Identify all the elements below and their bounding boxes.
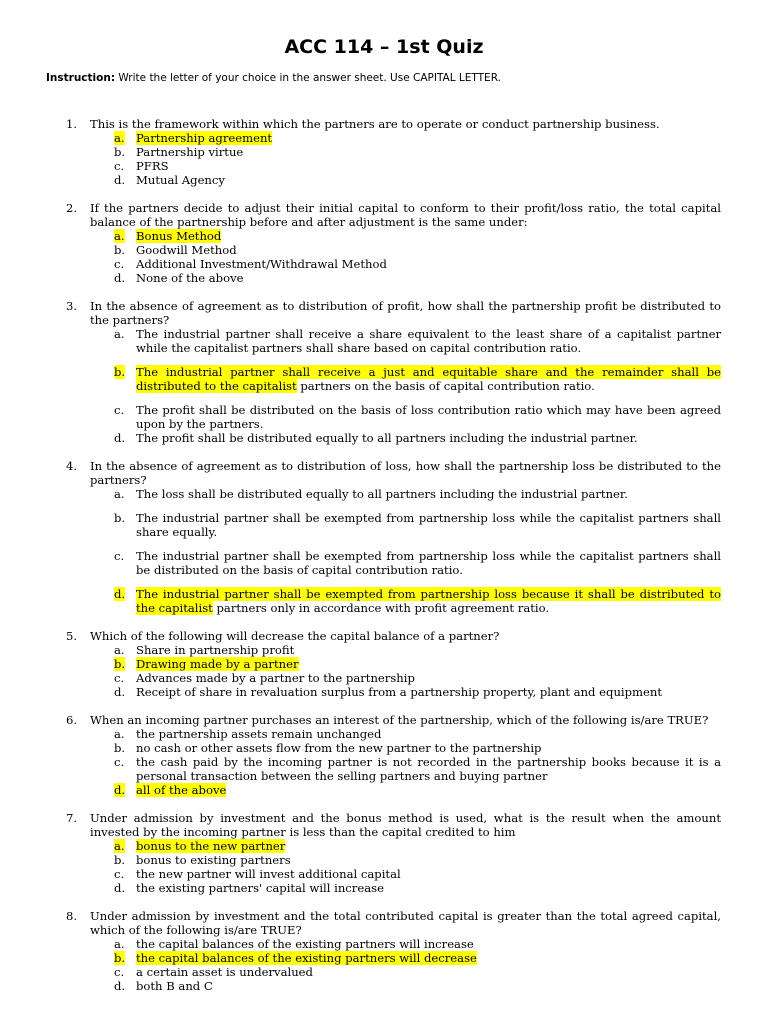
- answer-option: [90, 243, 721, 257]
- option-text: Partnership virtue: [136, 145, 244, 159]
- option-text: the capital balances of the existing partners will increase: [136, 937, 474, 951]
- answer-option: [90, 937, 721, 951]
- option-text: no cash or other assets flow from the new partner to the partnership: [136, 741, 542, 755]
- option-letter: d.: [114, 783, 126, 797]
- option-text: Mutual Agency: [136, 173, 225, 187]
- option-letter: c.: [114, 671, 125, 685]
- answer-option: [90, 657, 721, 671]
- highlighted-answer: Drawing made by a partner: [136, 657, 299, 671]
- option-text: the existing partners' capital will increase: [136, 881, 384, 895]
- option-letter: a.: [114, 727, 125, 741]
- option-text: Additional Investment/Withdrawal Method: [136, 257, 387, 271]
- option-text: partners on the basis of capital contribution ratio.: [296, 379, 595, 393]
- option-text: None of the above: [136, 271, 244, 285]
- option-text: the cash paid by the incoming partner is not recorded in the partnership books because it is a personal transaction between the selling partners and buying partner: [136, 755, 721, 783]
- option-letter: d.: [114, 881, 126, 895]
- option-letter: d.: [114, 431, 126, 445]
- option-text: both B and C: [136, 979, 213, 993]
- question-list: [66, 117, 721, 1007]
- answer-option: [90, 881, 721, 895]
- question-1: [66, 117, 721, 187]
- option-letter: a.: [114, 131, 125, 145]
- option-text: The loss shall be distributed equally to all partners including the industrial partner.: [136, 487, 628, 501]
- highlighted-answer: bonus to the new partner: [136, 839, 286, 853]
- option-text: the partnership assets remain unchanged: [136, 727, 382, 741]
- option-letter: a.: [114, 229, 125, 243]
- option-letter: b.: [114, 145, 126, 159]
- option-text: Goodwill Method: [136, 243, 237, 257]
- answer-option: [90, 979, 721, 993]
- option-text: PFRS: [136, 159, 169, 173]
- question-number: 7.: [66, 811, 78, 825]
- question-text: When an incoming partner purchases an interest of the partnership, which of the following is/are TRUE?: [90, 713, 709, 727]
- question-number: 5.: [66, 629, 78, 643]
- page-title: ACC 114 – 1st Quiz: [284, 36, 484, 58]
- option-text: bonus to existing partners: [136, 853, 291, 867]
- highlighted-answer: Partnership agreement: [136, 131, 273, 145]
- option-letter: d.: [114, 685, 126, 699]
- option-letter: c.: [114, 257, 125, 271]
- question-text: Under admission by investment and the total contributed capital is greater than the total agreed capital, which of the following is/are TRUE?: [90, 909, 721, 937]
- question-2: [66, 201, 721, 285]
- answer-option: [90, 549, 721, 577]
- question-number: 3.: [66, 299, 78, 313]
- answer-option: [90, 257, 721, 271]
- highlighted-answer: Bonus Method: [136, 229, 222, 243]
- option-text: a certain asset is undervalued: [136, 965, 313, 979]
- option-text: partners only in accordance with profit agreement ratio.: [212, 601, 550, 615]
- option-text: Receipt of share in revaluation surplus from a partnership property, plant and equipment: [136, 685, 663, 699]
- question-number: 1.: [66, 117, 78, 131]
- option-letter: c.: [114, 549, 125, 563]
- instruction-label: Instruction:: [46, 72, 116, 84]
- answer-option: [90, 741, 721, 755]
- option-letter: a.: [114, 937, 125, 951]
- answer-option: [90, 229, 721, 243]
- option-text: The profit shall be distributed equally to all partners including the industrial partner.: [136, 431, 638, 445]
- option-letter: d.: [114, 271, 126, 285]
- answer-option: [90, 431, 721, 445]
- question-5: [66, 629, 721, 699]
- answer-option: [90, 365, 721, 393]
- option-letter: a.: [114, 839, 125, 853]
- answer-option: [90, 671, 721, 685]
- highlighted-answer: the capital balances of the existing partners will decrease: [136, 951, 477, 965]
- answer-option: [90, 727, 721, 741]
- option-letter: d.: [114, 979, 126, 993]
- answer-option: [90, 159, 721, 173]
- option-text: the new partner will invest additional capital: [136, 867, 401, 881]
- question-6: [66, 713, 721, 797]
- answer-option: [90, 783, 721, 797]
- answer-option: [90, 173, 721, 187]
- answer-option: [90, 403, 721, 431]
- question-4: [66, 459, 721, 615]
- answer-option: [90, 951, 721, 965]
- answer-option: [90, 685, 721, 699]
- option-text: The industrial partner shall be exempted from partnership loss while the capitalist partners shall be distributed on the basis of capital contribution ratio.: [136, 549, 721, 577]
- answer-option: [90, 487, 721, 501]
- answer-option: [90, 511, 721, 539]
- answer-option: [90, 327, 721, 355]
- instruction: [46, 72, 501, 84]
- question-3: [66, 299, 721, 445]
- option-letter: d.: [114, 587, 126, 601]
- answer-option: [90, 755, 721, 783]
- option-text: The profit shall be distributed on the basis of loss contribution ratio which may have been agreed upon by the partners.: [136, 403, 721, 431]
- question-7: [66, 811, 721, 895]
- question-number: 4.: [66, 459, 78, 473]
- option-text: Share in partnership profit: [136, 643, 295, 657]
- option-text: The industrial partner shall receive a share equivalent to the least share of a capitalist partner while the capitalist partners shall share based on capital contribution ratio.: [136, 327, 721, 355]
- instruction-text: Write the letter of your choice in the answer sheet. Use CAPITAL LETTER.: [115, 72, 501, 84]
- option-letter: d.: [114, 173, 126, 187]
- option-text: Advances made by a partner to the partnership: [136, 671, 415, 685]
- question-text: In the absence of agreement as to distribution of profit, how shall the partnership profit be distributed to the partners?: [90, 299, 721, 327]
- option-letter: c.: [114, 755, 125, 769]
- question-8: [66, 909, 721, 993]
- question-number: 2.: [66, 201, 78, 215]
- option-letter: b.: [114, 951, 126, 965]
- answer-option: [90, 271, 721, 285]
- option-letter: b.: [114, 741, 126, 755]
- question-text: In the absence of agreement as to distribution of loss, how shall the partnership loss be distributed to the partners?: [90, 459, 721, 487]
- answer-option: [90, 853, 721, 867]
- question-text: Under admission by investment and the bonus method is used, what is the result when the amount invested by the incoming partner is less than the capital credited to him: [90, 811, 721, 839]
- answer-option: [90, 587, 721, 615]
- option-text: The industrial partner shall be exempted from partnership loss while the capitalist partners shall share equally.: [136, 511, 721, 539]
- option-letter: b.: [114, 365, 126, 379]
- highlighted-answer: all of the above: [136, 783, 227, 797]
- answer-option: [90, 965, 721, 979]
- option-letter: a.: [114, 643, 125, 657]
- answer-option: [90, 145, 721, 159]
- option-letter: b.: [114, 853, 126, 867]
- answer-option: [90, 643, 721, 657]
- option-letter: c.: [114, 159, 125, 173]
- highlighted-answer: The industrial partner shall be exempted from partnership loss because it shall be distributed to the capitalist: [136, 587, 721, 615]
- answer-option: [90, 839, 721, 853]
- answer-option: [90, 867, 721, 881]
- option-letter: c.: [114, 965, 125, 979]
- highlighted-answer: The industrial partner shall receive a just and equitable share and the remainder shall be distributed to the capitalist: [136, 365, 721, 393]
- question-text: This is the framework within which the partners are to operate or conduct partnership business.: [90, 117, 660, 131]
- option-letter: b.: [114, 657, 126, 671]
- option-letter: c.: [114, 403, 125, 417]
- option-letter: b.: [114, 243, 126, 257]
- option-letter: b.: [114, 511, 126, 525]
- question-number: 6.: [66, 713, 78, 727]
- option-letter: a.: [114, 487, 125, 501]
- question-number: 8.: [66, 909, 78, 923]
- option-letter: a.: [114, 327, 125, 341]
- question-text: Which of the following will decrease the capital balance of a partner?: [90, 629, 500, 643]
- question-text: If the partners decide to adjust their initial capital to conform to their profit/loss ratio, the total capital balance of the partnership before and after adjustment is the same under:: [90, 201, 721, 229]
- answer-option: [90, 131, 721, 145]
- option-letter: c.: [114, 867, 125, 881]
